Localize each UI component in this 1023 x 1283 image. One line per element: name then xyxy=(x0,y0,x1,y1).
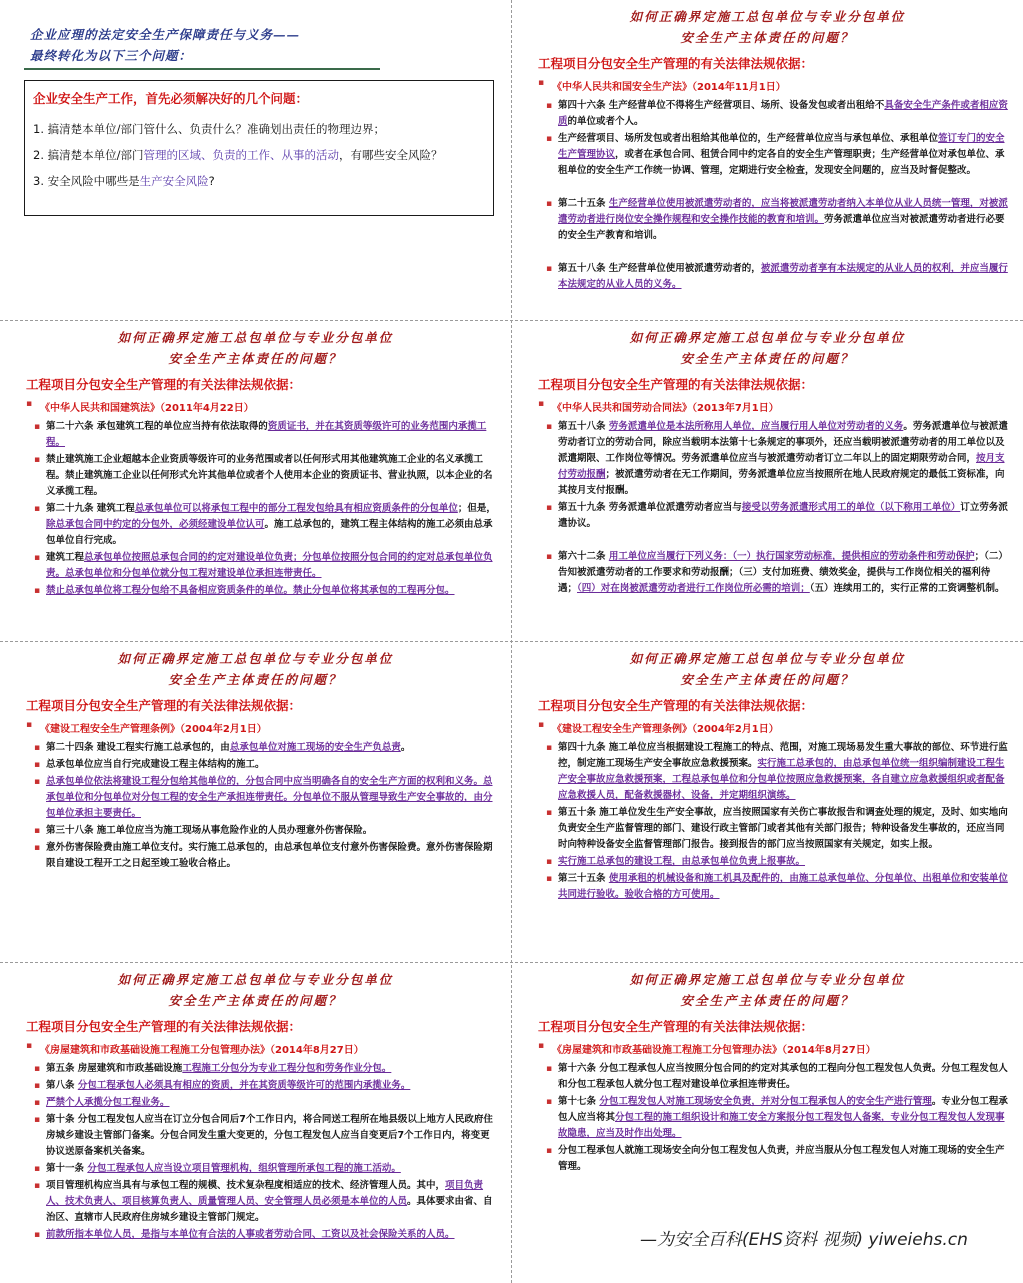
slide-law xyxy=(512,0,1023,320)
highlighted-text: 工程施工分包分为专业工程分包和劳务作业分包。 xyxy=(182,1063,392,1074)
clause-text: 。专业分包工程承包人应当将其 xyxy=(558,1096,1008,1123)
clause-text: 第二十六条 承包建筑工程的单位应当持有依法取得的 xyxy=(46,421,268,432)
highlighted-text: 总承包单位对施工现场的安全生产负总责 xyxy=(229,742,401,753)
highlighted-text: 实行施工总承包的，由总承包单位统一组织编制建设工程生产安全事故应急救援预案，工程总承包单位和分包单位按照应急救援预案，各自建立应急救援组织或者配备应急救援人员，配备救援器材、设备，并定期组织演练。 xyxy=(558,758,1005,801)
law-title: ▪ 《建设工程安全生产管理条例》（2004年2月1日） xyxy=(552,720,1023,735)
title-line: 如何正确界定施工总包单位与专业分包单位 xyxy=(117,651,394,666)
highlighted-text: 总承包单位按照总承包合同的约定对建设单位负责；分包单位按照分包合同的约定对总承包单位负责。总承包单位和分包单位就分包工程对建设单位承担连带责任。 xyxy=(46,552,493,579)
clause-item xyxy=(46,550,497,582)
highlighted-text: 禁止总承包单位将工程分包给不具备相应资质条件的单位。禁止分包单位将其承包的工程再分包。 xyxy=(46,585,455,596)
clause-text: 第十条 分包工程发包人应当在订立分包合同后7个工作日内，将合同送工程所在地县级以上地方人民政府住房城乡建设主管部门备案。分包合同发生重大变更的，分包工程发包人应当自变更后7个工作日内，将变更协议送原备案机关备案。 xyxy=(46,1114,493,1157)
clause-item xyxy=(558,854,1009,870)
highlighted-text: 资质证书，并在其资质等级许可的业务范围内承揽工程。 xyxy=(46,421,487,448)
clause-text: 第五十八条 xyxy=(558,421,609,432)
box-heading: 企业安全生产工作，首先必须解决好的几个问题： xyxy=(33,91,309,106)
clause-item xyxy=(46,501,497,549)
title-underline xyxy=(24,68,380,70)
clause-item xyxy=(46,1078,497,1094)
slide-title xyxy=(512,642,1023,690)
slide-law xyxy=(0,642,511,962)
highlighted-text: 管理的区域、负责的工作、从事的活动 xyxy=(143,148,340,162)
clause-item xyxy=(558,500,1009,532)
slide-law xyxy=(512,963,1023,1213)
title-line: 如何正确界定施工总包单位与专业分包单位 xyxy=(117,972,394,987)
clause-text: 第八条 xyxy=(46,1080,78,1091)
law-title: ▪ 《中华人民共和国建筑法》（2011年4月22日） xyxy=(40,399,511,414)
slide-title xyxy=(512,963,1023,1011)
clause-text: 总承包单位应当自行完成建设工程主体结构的施工。 xyxy=(46,759,265,770)
question-text: 2. 搞清楚本单位/部门 xyxy=(33,148,144,162)
clause-text: 的单位或者个人。 xyxy=(567,116,644,127)
section-heading: 工程项目分包安全生产管理的有关法律法规依据： xyxy=(538,698,814,713)
clause-item xyxy=(558,871,1009,903)
clause-text: 第三十五条 xyxy=(558,873,609,884)
clause-text: ；但是， xyxy=(457,503,496,514)
clause-list xyxy=(558,419,1009,597)
highlighted-text: 签订专门的安全生产管理协议 xyxy=(558,133,1005,160)
question-text: ? xyxy=(208,174,215,188)
highlighted-text: 分包工程的施工组织设计和施工安全方案报分包工程发包人备案，专业分包工程发包人发现事故隐患，应当及时作出处理。 xyxy=(558,1112,1005,1139)
slide-title xyxy=(0,321,511,369)
slide-title xyxy=(30,24,300,66)
clause-item xyxy=(558,740,1009,804)
highlighted-text: 前款所指本单位人员，是指与本单位有合法的人事或者劳动合同、工资以及社会保险关系的人员。 xyxy=(46,1229,455,1240)
clause-list xyxy=(558,1061,1009,1175)
highlighted-text: 具备安全生产条件或者相应资质 xyxy=(558,100,1008,127)
slide-title xyxy=(0,642,511,690)
clause-text: 生产经营项目、场所发包或者出租给其他单位的，生产经营单位应当与承包单位、承租单位 xyxy=(558,133,939,144)
highlighted-text: 总承包单位可以将承包工程中的部分工程发包给具有相应资质条件的分包单位 xyxy=(134,503,458,514)
clause-item xyxy=(46,419,497,451)
clause-list xyxy=(46,1061,497,1243)
law-title: ▪ 《房屋建筑和市政基础设施工程施工分包管理办法》（2014年8月27日） xyxy=(40,1041,511,1056)
clause-text: 第十六条 分包工程承包人应当按照分包合同的约定对其承包的工程向分包工程发包人负责。分包工程发包人和分包工程承包人就分包工程对建设单位承担连带责任。 xyxy=(558,1063,1008,1090)
clause-text: 分包工程承包人就施工现场安全向分包工程发包人负责，并应当服从分包工程发包人对施工现场的安全生产管理。 xyxy=(558,1145,1005,1172)
title-line: 安全生产主体责任的问题？ xyxy=(168,993,343,1008)
section-heading: 工程项目分包安全生产管理的有关法律法规依据： xyxy=(538,1019,814,1034)
highlighted-text: 生产安全风险 xyxy=(139,174,209,188)
clause-text: 。施工总承包的，建筑工程主体结构的施工必须由总承包单位自行完成。 xyxy=(46,519,493,546)
section-heading: 工程项目分包安全生产管理的有关法律法规依据： xyxy=(538,377,814,392)
title-line: 安全生产主体责任的问题？ xyxy=(168,672,343,687)
clause-text: 第十七条 xyxy=(558,1096,600,1107)
clause-text: ；（二）告知被派遣劳动者的工作要求和劳动报酬；（三）支付加班费、绩效奖金，提供与工作岗位相关的福利待遇； xyxy=(558,551,1008,594)
slide-intro xyxy=(0,0,511,320)
highlighted-text: 分包工程承包人必须具有相应的资质，并在其资质等级许可的范围内承揽业务。 xyxy=(77,1080,411,1091)
clause-item xyxy=(558,98,1009,130)
clause-text: 第十一条 xyxy=(46,1163,88,1174)
clause-text: ；被派遣劳动者在无工作期间，劳务派遣单位应当按照所在地人民政府规定的最低工资标准，向其按月支付报酬。 xyxy=(558,469,1005,496)
title-line: 安全生产主体责任的问题？ xyxy=(680,351,855,366)
law-title: ▪ 《中华人民共和国劳动合同法》（2013年7月1日） xyxy=(552,399,1023,414)
slide-title xyxy=(512,0,1023,48)
section-heading: 工程项目分包安全生产管理的有关法律法规依据： xyxy=(26,1019,302,1034)
title-line: 如何正确界定施工总包单位与专业分包单位 xyxy=(629,651,906,666)
clause-text: （五）连续用工的，实行正常的工资调整机制。 xyxy=(809,583,1005,594)
title-line: 如何正确界定施工总包单位与专业分包单位 xyxy=(629,9,906,24)
question-1 xyxy=(33,119,485,139)
clause-text: 第二十五条 xyxy=(558,198,609,209)
clause-item xyxy=(558,261,1009,293)
section-heading: 工程项目分包安全生产管理的有关法律法规依据： xyxy=(26,698,302,713)
clause-text: 意外伤害保险费由施工单位支付。实行施工总承包的，由总承包单位支付意外伤害保险费。意外伤害保险期限自建设工程开工之日起至竣工验收合格止。 xyxy=(46,842,493,869)
question-2 xyxy=(33,145,485,165)
clause-item xyxy=(46,1061,497,1077)
clause-text: 第六十二条 xyxy=(558,551,609,562)
clause-item xyxy=(558,1143,1009,1175)
title-line: 如何正确界定施工总包单位与专业分包单位 xyxy=(629,972,906,987)
highlighted-text: 严禁个人承揽分包工程业务。 xyxy=(46,1097,170,1108)
question-box xyxy=(24,80,494,216)
clause-item xyxy=(46,1178,497,1226)
highlighted-text: 接受以劳务派遣形式用工的单位（以下称用工单位） xyxy=(741,502,961,513)
highlighted-text: 被派遣劳动者享有本法规定的从业人员的权利，并应当履行本法规定的从业人员的义务。 xyxy=(558,263,1008,290)
title-line: 如何正确界定施工总包单位与专业分包单位 xyxy=(117,330,394,345)
clause-text: ，或者在承包合同、租赁合同中约定各自的安全生产管理职责； xyxy=(615,149,882,160)
clause-item xyxy=(558,805,1009,853)
clause-item xyxy=(46,757,497,773)
clause-item xyxy=(46,840,497,872)
highlighted-text: 劳务派遣单位是本法所称用人单位，应当履行用人单位对劳动者的义务 xyxy=(608,421,904,432)
clause-item xyxy=(46,1161,497,1177)
clause-text: 第五十九条 劳务派遣单位派遣劳动者应当与 xyxy=(558,502,742,513)
clause-text: 第五条 房屋建筑和市政基础设施 xyxy=(46,1063,183,1074)
highlighted-text: 分包工程承包人应当设立项目管理机构，组织管理所承包工程的施工活动。 xyxy=(87,1163,401,1174)
title-line: 安全生产主体责任的问题？ xyxy=(168,351,343,366)
highlighted-text: 项目负责人、技术负责人、项目核算负责人、质量管理人员、安全管理人员必须是本单位的人员 xyxy=(46,1180,484,1207)
section-heading: 工程项目分包安全生产管理的有关法律法规依据： xyxy=(26,377,302,392)
clause-text: 。具体要求由省、自治区、直辖市人民政府住房城乡建设主管部门规定。 xyxy=(46,1196,493,1223)
title-line: 如何正确界定施工总包单位与专业分包单位 xyxy=(629,330,906,345)
question-3 xyxy=(33,171,485,191)
clause-text: 禁止建筑施工企业超越本企业资质等级许可的业务范围或者以任何形式用其他建筑施工企业的名义承揽工程。禁止建筑施工企业以任何形式允许其他单位或者个人使用本企业的资质证书、营业执照，以本企业的名义承揽工程。 xyxy=(46,454,493,497)
spacer xyxy=(558,180,1009,196)
clause-list xyxy=(46,740,497,872)
clause-text: 。 xyxy=(400,742,411,753)
clause-item xyxy=(46,452,497,500)
slide-title xyxy=(512,321,1023,369)
clause-text: 第二十九条 建筑工程 xyxy=(46,503,135,514)
law-title: ▪ 《中华人民共和国安全生产法》（2014年11月1日） xyxy=(552,78,1023,93)
clause-text: 项目管理机构应当具有与承包工程的规模、技术复杂程度相适应的技术、经济管理人员。其中， xyxy=(46,1180,446,1191)
highlighted-text: 按月支付劳动报酬 xyxy=(558,453,1005,480)
watermark-footer: —为安全百科(EHS资料 视频) yiweiehs.cn xyxy=(640,1230,968,1250)
clause-text: 劳务派遣单位应当对被派遣劳动者进行必要的安全生产教育和培训。 xyxy=(558,214,1005,241)
slide-law xyxy=(512,321,1023,641)
question-text: 1. 搞清楚本单位/部门管什么、负责什么？准确划出责任的物理边界； xyxy=(33,122,385,136)
slide-law xyxy=(0,321,511,641)
highlighted-text: 实行施工总承包的建设工程，由总承包单位负责上报事故。 xyxy=(558,856,806,867)
highlighted-text: 分包工程发包人对施工现场安全负责，并对分包工程承包人的安全生产进行管理 xyxy=(599,1096,932,1107)
highlighted-text: 生产经营单位使用被派遣劳动者的，应当将被派遣劳动者纳入本单位从业人员统一管理，对被派遣劳动者进行岗位安全操作规程和安全操作技能的教育和培训。 xyxy=(558,198,1008,225)
clause-text: 生产经营单位对承包单位、承租单位的安全生产工作统一协调、管理，定期进行安全检查，发现安全问题的，应当及时督促整改。 xyxy=(558,149,1005,176)
clause-item xyxy=(558,131,1009,179)
clause-text: 订立劳务派遣协议。 xyxy=(558,502,1008,529)
clause-text: 。劳务派遣单位与被派遣劳动者订立的劳动合同，除应当载明本法第十七条规定的事项外，还应当载明被派遣劳动者的用工单位以及派遣期限、工作岗位等情况。劳务派遣单位应当与被派遣劳动者订立二年以上的固定期限劳动合同， xyxy=(558,421,1008,464)
clause-item xyxy=(558,1061,1009,1093)
highlighted-text: 除总承包合同中约定的分包外，必须经建设单位认可 xyxy=(46,519,265,530)
highlighted-text: 用工单位应当履行下列义务：（一）执行国家劳动标准，提供相应的劳动条件和劳动保护 xyxy=(608,551,975,562)
law-title: ▪ 《房屋建筑和市政基础设施工程施工分包管理办法》（2014年8月27日） xyxy=(552,1041,1023,1056)
clause-item xyxy=(46,740,497,756)
slide-law xyxy=(0,963,511,1283)
clause-list xyxy=(46,419,497,599)
clause-item xyxy=(46,583,497,599)
highlighted-text: （四）对在岗被派遣劳动者进行工作岗位所必需的培训； xyxy=(577,583,810,594)
clause-item xyxy=(558,419,1009,499)
question-text: ，有哪些安全风险？ xyxy=(339,148,443,162)
clause-item xyxy=(46,1227,497,1243)
spacer xyxy=(558,533,1009,549)
clause-text: 第五十条 施工单位发生生产安全事故，应当按照国家有关伤亡事故报告和调查处理的规定，及时、如实地向负责安全生产监督管理的部门、建设行政主管部门或者其他有关部门报告；特种设备发生事故的，还应当同时向特种设备安全监督管理部门报告。接到报告的部门应当按照国家有关规定，如实上报。 xyxy=(558,807,1008,850)
clause-item xyxy=(46,1095,497,1111)
question-text: 3. 安全风险中哪些是 xyxy=(33,174,140,188)
clause-item xyxy=(46,823,497,839)
clause-list xyxy=(558,740,1009,903)
clause-text: 第二十四条 建设工程实行施工总承包的，由 xyxy=(46,742,230,753)
clause-item xyxy=(558,549,1009,597)
clause-list xyxy=(558,98,1009,293)
section-heading: 工程项目分包安全生产管理的有关法律法规依据： xyxy=(538,56,814,71)
title-line: 安全生产主体责任的问题？ xyxy=(680,993,855,1008)
law-title: ▪ 《建设工程安全生产管理条例》（2004年2月1日） xyxy=(40,720,511,735)
highlighted-text: 总承包单位依法将建设工程分包给其他单位的，分包合同中应当明确各自的安全生产方面的权利和义务。总承包单位和分包单位对分包工程的安全生产承担连带责任。分包单位不服从管理导致生产安全事故的，由分包单位承担主要责任。 xyxy=(46,776,493,819)
slide-title xyxy=(0,963,511,1011)
title-line: 安全生产主体责任的问题？ xyxy=(680,672,855,687)
clause-item xyxy=(558,196,1009,244)
clause-item xyxy=(46,1112,497,1160)
title-line: 最终转化为以下三个问题： xyxy=(30,48,193,63)
title-line: 企业应理的法定安全生产保障责任与义务—— xyxy=(30,27,301,42)
clause-text: 第三十八条 施工单位应当为施工现场从事危险作业的人员办理意外伤害保险。 xyxy=(46,825,373,836)
clause-text: 第五十八条 生产经营单位使用被派遣劳动者的， xyxy=(558,263,761,274)
clause-text: 第四十六条 生产经营单位不得将生产经营项目、场所、设备发包或者出租给不 xyxy=(558,100,885,111)
title-line: 安全生产主体责任的问题？ xyxy=(680,30,855,45)
clause-text: 第四十九条 施工单位应当根据建设工程施工的特点、范围，对施工现场易发生重大事故的部位、环节进行监控，制定施工现场生产安全事故应急救援预案。 xyxy=(558,742,1008,769)
clause-item xyxy=(46,774,497,822)
highlighted-text: 使用承租的机械设备和施工机具及配件的，由施工总承包单位、分包单位、出租单位和安装单位共同进行验收。验收合格的方可使用。 xyxy=(558,873,1008,900)
spacer xyxy=(558,245,1009,261)
slide-law xyxy=(512,642,1023,962)
clause-text: 建筑工程 xyxy=(46,552,85,563)
clause-item xyxy=(558,1094,1009,1142)
